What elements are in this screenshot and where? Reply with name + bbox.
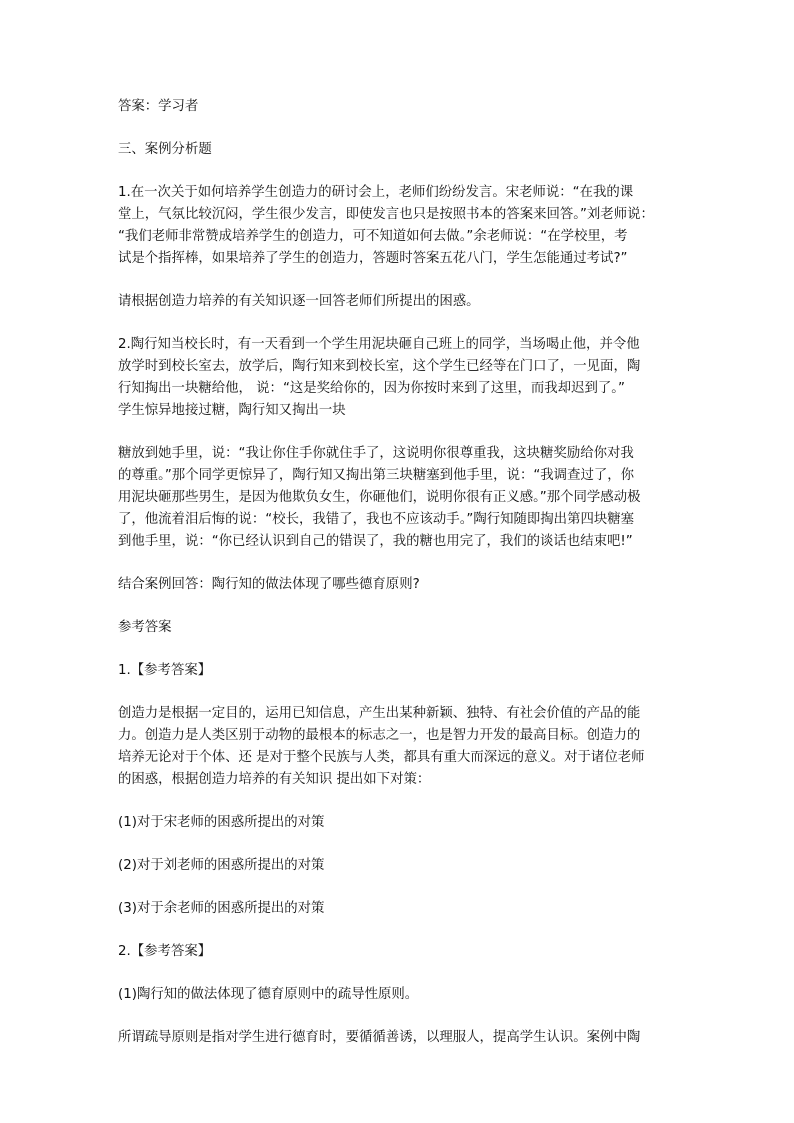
document-content — [118, 96, 684, 1070]
section-heading — [118, 139, 684, 161]
text-line: (3)对于余老师的困惑所提出的对策 — [118, 901, 325, 916]
text-line: 学生惊异地接过糖，陶行知又掏出一块 — [118, 403, 346, 418]
text-line: 参考答案 — [118, 620, 172, 635]
text-line: 三、案例分析题 — [118, 142, 212, 157]
answer-list-item — [118, 812, 684, 834]
question-prompt — [118, 291, 684, 313]
text-line: (2)对于刘老师的困惑所提出的对策 — [118, 858, 325, 873]
text-line: 的尊重。”那个同学更惊异了，陶行知又掏出第三块糖塞到他手里，说：“我调查过了，你 — [118, 468, 635, 483]
text-line: 力。创造力是人类区别于动物的最根本的标志之一，也是智力开发的最高目标。创造力的 — [118, 728, 641, 743]
case-question — [118, 182, 684, 270]
text-line: 2.陶行知当校长时，有一天看到一个学生用泥块砸自己班上的同学，当场喝止他，并令他 — [118, 337, 640, 352]
text-line: 1.在一次关于如何培养学生创造力的研讨会上，老师们纷纷发言。宋老师说：“在我的课 — [118, 185, 634, 200]
text-line: 结合案例回答：陶行知的做法体现了哪些德育原则? — [118, 577, 420, 592]
answer-paragraph — [118, 984, 684, 1006]
answer-list-item — [118, 855, 684, 877]
text-line: 到他手里，说：“你已经认识到自己的错误了，我的糖也用完了，我们的谈话也结束吧!” — [118, 534, 633, 549]
answer-text — [118, 96, 684, 118]
text-line: 2.【参考答案】 — [118, 944, 212, 959]
text-line: 所谓疏导原则是指对学生进行德育时，要循循善诱，以理服人，提高学生认识。案例中陶 — [118, 1030, 641, 1045]
case-question — [118, 334, 684, 422]
answer-paragraph — [118, 703, 684, 791]
text-line: 了，他流着泪后悔的说：“校长，我错了，我也不应该动手。”陶行知随即掏出第四块糖塞 — [118, 512, 635, 527]
text-line: 答案：学习者 — [118, 99, 199, 114]
reference-answer-heading — [118, 660, 684, 682]
text-line: (1)对于宋老师的困惑所提出的对策 — [118, 815, 325, 830]
text-line: 请根据创造力培养的有关知识逐一回答老师们所提出的困惑。 — [118, 294, 480, 309]
text-line: 的困惑，根据创造力培养的有关知识 提出如下对策： — [118, 772, 431, 787]
text-line: 试是个指挥棒，如果培养了学生的创造力，答题时答案五花八门，学生怎能通过考试?” — [118, 251, 628, 266]
case-question-continued — [118, 443, 684, 553]
answer-paragraph — [118, 1027, 684, 1049]
text-line: (1)陶行知的做法体现了德育原则中的疏导性原则。 — [118, 987, 419, 1002]
text-line: 培养无论对于个体、还 是对于整个民族与人类，都具有重大而深远的意义。对于诸位老师 — [118, 750, 645, 765]
text-line: 糖放到她手里，说：“我让你住手你就住手了，这说明你很尊重我，这块糖奖励给你对我 — [118, 446, 634, 461]
text-line: 堂上，气氛比较沉闷，学生很少发言，即使发言也只是按照书本的答案来回答。”刘老师说： — [118, 207, 654, 222]
text-line: 创造力是根据一定目的，运用已知信息，产生出某种新颖、独特、有社会价值的产品的能 — [118, 706, 641, 721]
text-line: “我们老师非常赞成培养学生的创造力，可不知道如何去做。”余老师说：“在学校里，考 — [118, 229, 628, 244]
text-line: 1.【参考答案】 — [118, 663, 212, 678]
reference-answer-heading — [118, 941, 684, 963]
text-line: 放学时到校长室去，放学后，陶行知来到校长室，这个学生已经等在门口了，一见面，陶 — [118, 359, 641, 374]
question-prompt — [118, 574, 684, 596]
text-line: 用泥块砸那些男生，是因为他欺负女生，你砸他们，说明你很有正义感。”那个同学感动极 — [118, 490, 641, 505]
section-heading — [118, 617, 684, 639]
text-line: 行知掏出一块糖给他， 说：“这是奖给你的，因为你按时来到了这里，而我却迟到了。” — [118, 381, 625, 396]
answer-list-item — [118, 898, 684, 920]
